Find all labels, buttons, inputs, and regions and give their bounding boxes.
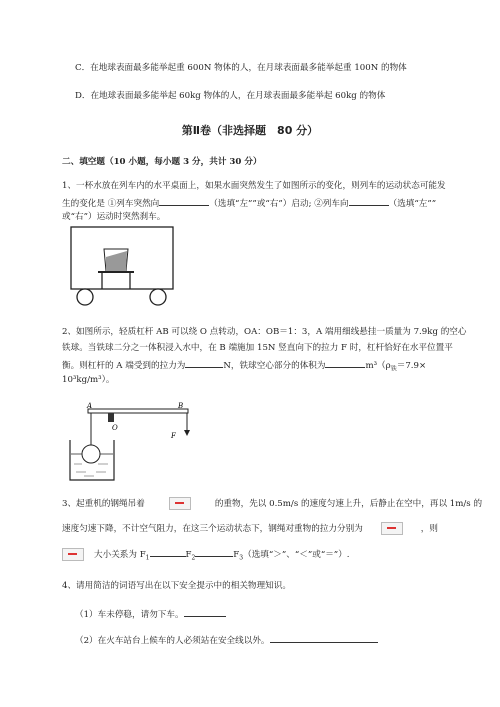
- tilted-water: [106, 251, 127, 271]
- missing-image-icon: [169, 497, 191, 510]
- q4-item-2: [75, 633, 378, 647]
- q1-blank-2[interactable]: [349, 196, 389, 206]
- missing-image-icon: [62, 548, 84, 561]
- q4-item-1-text: （1）车未停稳，请勿下车。: [75, 610, 184, 620]
- q2-line-3: [62, 358, 426, 376]
- part-title: 第Ⅱ卷（非选择题 80 分）: [181, 124, 319, 137]
- q2-line-4: 10³kg/m³）。: [62, 375, 115, 385]
- water-hatch: [74, 464, 108, 476]
- q2-line-1: 2、如图所示，轻质杠杆 AB 可以绕 O 点转动，OA：OB＝1：3，A 端用细线悬挂一质量为 7.9kg 的空心: [62, 327, 467, 337]
- option-d: D．在地球表面最多能举起 60kg 物体的人，在月球表面最多能举起 60kg 的物体: [75, 91, 386, 101]
- q2-text-d: ＝7.9×: [396, 361, 427, 371]
- q3-text-d: ，则: [420, 524, 438, 534]
- q3-line-1: [62, 497, 482, 510]
- lever-figure: [58, 402, 198, 484]
- q3-text-b: 的重物，先以 0.5m/s 的速度匀速上升，后静止在空中，再以 1m/s 的: [214, 499, 483, 509]
- q4-line-1: 4、请用简洁的词语写出在以下安全提示中的相关物理知识。: [62, 581, 291, 591]
- missing-image-icon: [381, 522, 403, 535]
- q2-text-a: 衡。则杠杆的 A 端受到的拉力为: [62, 361, 186, 371]
- lever-bar: [88, 409, 188, 413]
- q3-blank-2[interactable]: [195, 547, 233, 557]
- wheel-right: [150, 289, 166, 305]
- train-cup-figure: [68, 223, 178, 307]
- wheel-left: [77, 289, 93, 305]
- q3-text-e: 大小关系为 F: [94, 550, 146, 560]
- q3-blank-1[interactable]: [150, 547, 186, 557]
- q1-line-2: [62, 196, 436, 210]
- pivot-support: [108, 413, 114, 422]
- q1-text-a: 生的变化是 ①列车突然向: [62, 199, 160, 209]
- label-a: A: [87, 402, 93, 410]
- q1-text-c: （选填“左””: [388, 199, 437, 209]
- option-c: C．在地球表面最多能举起重 600N 物体的人，在月球表面最多能举起重 100N 的物体: [75, 63, 407, 73]
- q2-blank-2[interactable]: [325, 358, 365, 368]
- q1-blank-1[interactable]: [159, 196, 209, 206]
- q4-item-1: [75, 607, 226, 621]
- force-arrowhead: [184, 430, 190, 436]
- q2-line-2: 铁球。当铁球二分之一体积浸入水中，在 B 端施加 15N 竖直向下的拉力 F 时，杠杆恰好在水平位置平: [62, 343, 453, 353]
- label-b: B: [178, 402, 184, 410]
- q1-line-3: 或“右”）运动时突然刹车。: [62, 212, 166, 222]
- q2-blank-1[interactable]: [185, 358, 223, 368]
- q3-line-3: 大小关系为 $F_1$ $F_2$ $F_3$（选填“＞”、“＜”或“＝”）.: [62, 547, 350, 565]
- q2-rho-subscript: 铁: [390, 365, 397, 373]
- section-title: 二、填空题（10 小题，每小题 3 分，共计 30 分）: [62, 157, 262, 167]
- q3-line-2: [62, 522, 438, 535]
- label-o: O: [112, 424, 118, 432]
- label-f: F: [171, 432, 176, 440]
- q3-text-a: 3、起重机的钢绳吊着: [62, 499, 145, 509]
- q4-blank-1[interactable]: [184, 607, 226, 617]
- q1-text-b: （选填“左””或“右”）启动; ②列车向: [209, 199, 349, 209]
- q3-text-c: 速度匀速下降，不计空气阻力，在这三个运动状态下，钢绳对重物的拉力分别为: [62, 524, 363, 534]
- q2-text-c: m³（ρ: [365, 361, 391, 371]
- q3-text-f: （选填“＞”、“＜”或“＝”）.: [243, 550, 350, 560]
- q2-text-b: N，铁球空心部分的体积为: [223, 361, 326, 371]
- q4-item-2-text: （2）在火车站台上候车的人必须站在安全线以外。: [75, 636, 270, 646]
- q1-line-1: 1、一杯水放在列车内的水平桌面上，如果水面突然发生了如图所示的变化，则列车的运动状态可能发: [62, 181, 446, 191]
- iron-ball: [82, 445, 100, 463]
- q4-blank-2[interactable]: [270, 633, 378, 643]
